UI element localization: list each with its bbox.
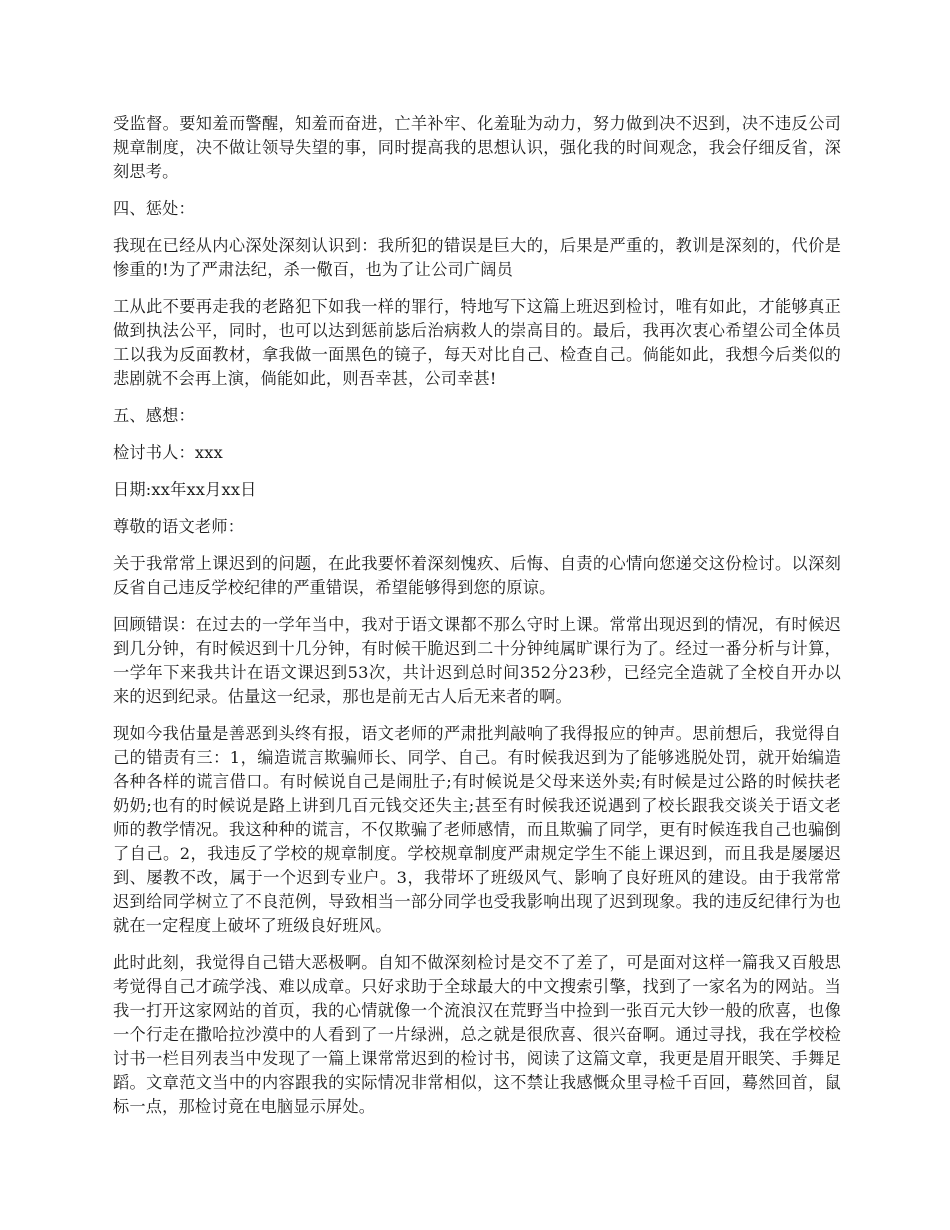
heading-reflection: 五、感想： [113, 406, 195, 425]
paragraph-opening: 关于我常常上课迟到的问题，在此我要怀着深刻愧疚、后悔、自责的心情向您递交这份检讨。以深刻反省自己违反学校纪律的严重错误，希望能够得到您的原谅。 [113, 554, 841, 597]
salutation: 尊敬的语文老师： [113, 517, 245, 536]
signature-author: 检讨书人：xxx [113, 443, 223, 462]
heading-punishment: 四、惩处： [113, 199, 195, 218]
paragraph-three-faults: 现如今我估量是善恶到头终有报，语文老师的严肃批判敲响了我得报应的钟声。思前想后，我觉得自己的错责有三：1，编造谎言欺骗师长、同学、自己。有时候我迟到为了能够逃脱处罚，就开始编造各种各样的谎言借口。有时候说自己是闹肚子;有时候说是父母来送外卖;有时候是过公路的时候扶老奶奶;也有的时候说是路上讲到几百元钱交还失主;甚至有时候我还说遇到了校长跟我交谈关于语文老师的教学情况。我这种种的谎言，不仅欺骗了老师感情，而且欺骗了同学，更有时候连我自己也骗倒了自己。2，我违反了学校的规章制度。学校规章制度严肃规定学生不能上课迟到，而且我是屡屡迟到、屡教不改，属于一个迟到专业户。3，我带坏了班级风气、影响了良好班风的建设。由于我常常迟到给同学树立了不良范例，导致相当一部分同学也受我影响出现了迟到现象。我的违反纪律行为也就在一定程度上破坏了班级良好班风。 [113, 724, 841, 935]
paragraph-punishment-2: 工从此不要再走我的老路犯下如我一样的罪行，特地写下这篇上班迟到检讨，唯有如此，才能够真正做到执法公平，同时，也可以达到惩前毖后治病救人的崇高目的。最后，我再次衷心希望公司全体员工以我为反面教材，拿我做一面黑色的镜子，每天对比自己、检查自己。倘能如此，我想今后类似的悲剧就不会再上演，倘能如此，则吾幸甚，公司幸甚! [113, 297, 841, 388]
signature-date: 日期:xx年xx月xx日 [113, 480, 257, 499]
paragraph-closing: 此时此刻，我觉得自己错大恶极啊。自知不做深刻检讨是交不了差了，可是面对这样一篇我又百般思考觉得自己才疏学浅、难以成章。只好求助于全球最大的中文搜索引擎，找到了一家名为的网站。当我一打开这家网站的首页，我的心情就像一个流浪汉在荒野当中捡到一张百元大钞一般的欣喜，也像一个行走在撒哈拉沙漠中的人看到了一片绿洲，总之就是很欣喜、很兴奋啊。通过寻找，我在学校检讨书一栏目列表当中发现了一篇上课常常迟到的检讨书，阅读了这篇文章，我更是眉开眼笑、手舞足蹈。文章范文当中的内容跟我的实际情况非常相似，这不禁让我感慨众里寻检千百回，蓦然回首，鼠标一点，那检讨竟在电脑显示屏处。 [113, 953, 841, 1116]
document-page [113, 112, 841, 1132]
paragraph-punishment-1: 我现在已经从内心深处深刻认识到：我所犯的错误是巨大的，后果是严重的，教训是深刻的，代价是惨重的!为了严肃法纪，杀一儆百，也为了让公司广阔员 [113, 236, 841, 279]
paragraph-intro-supervision: 受监督。要知羞而警醒，知羞而奋进，亡羊补牢、化羞耻为动力，努力做到决不迟到，决不违反公司规章制度，决不做让领导失望的事，同时提高我的思想认识，强化我的时间观念，我会仔细反省，深刻思考。 [113, 114, 841, 181]
paragraph-review-mistakes: 回顾错误：在过去的一学年当中，我对于语文课都不那么守时上课。常常出现迟到的情况，有时候迟到几分钟，有时候迟到十几分钟，有时候干脆迟到二十分钟纯属旷课行为了。经过一番分析与计算，一学年下来我共计在语文课迟到53次，共计迟到总时间352分23秒，已经完全造就了全校自开办以来的迟到纪录。估量这一纪录，那也是前无古人后无来者的啊。 [113, 615, 841, 706]
